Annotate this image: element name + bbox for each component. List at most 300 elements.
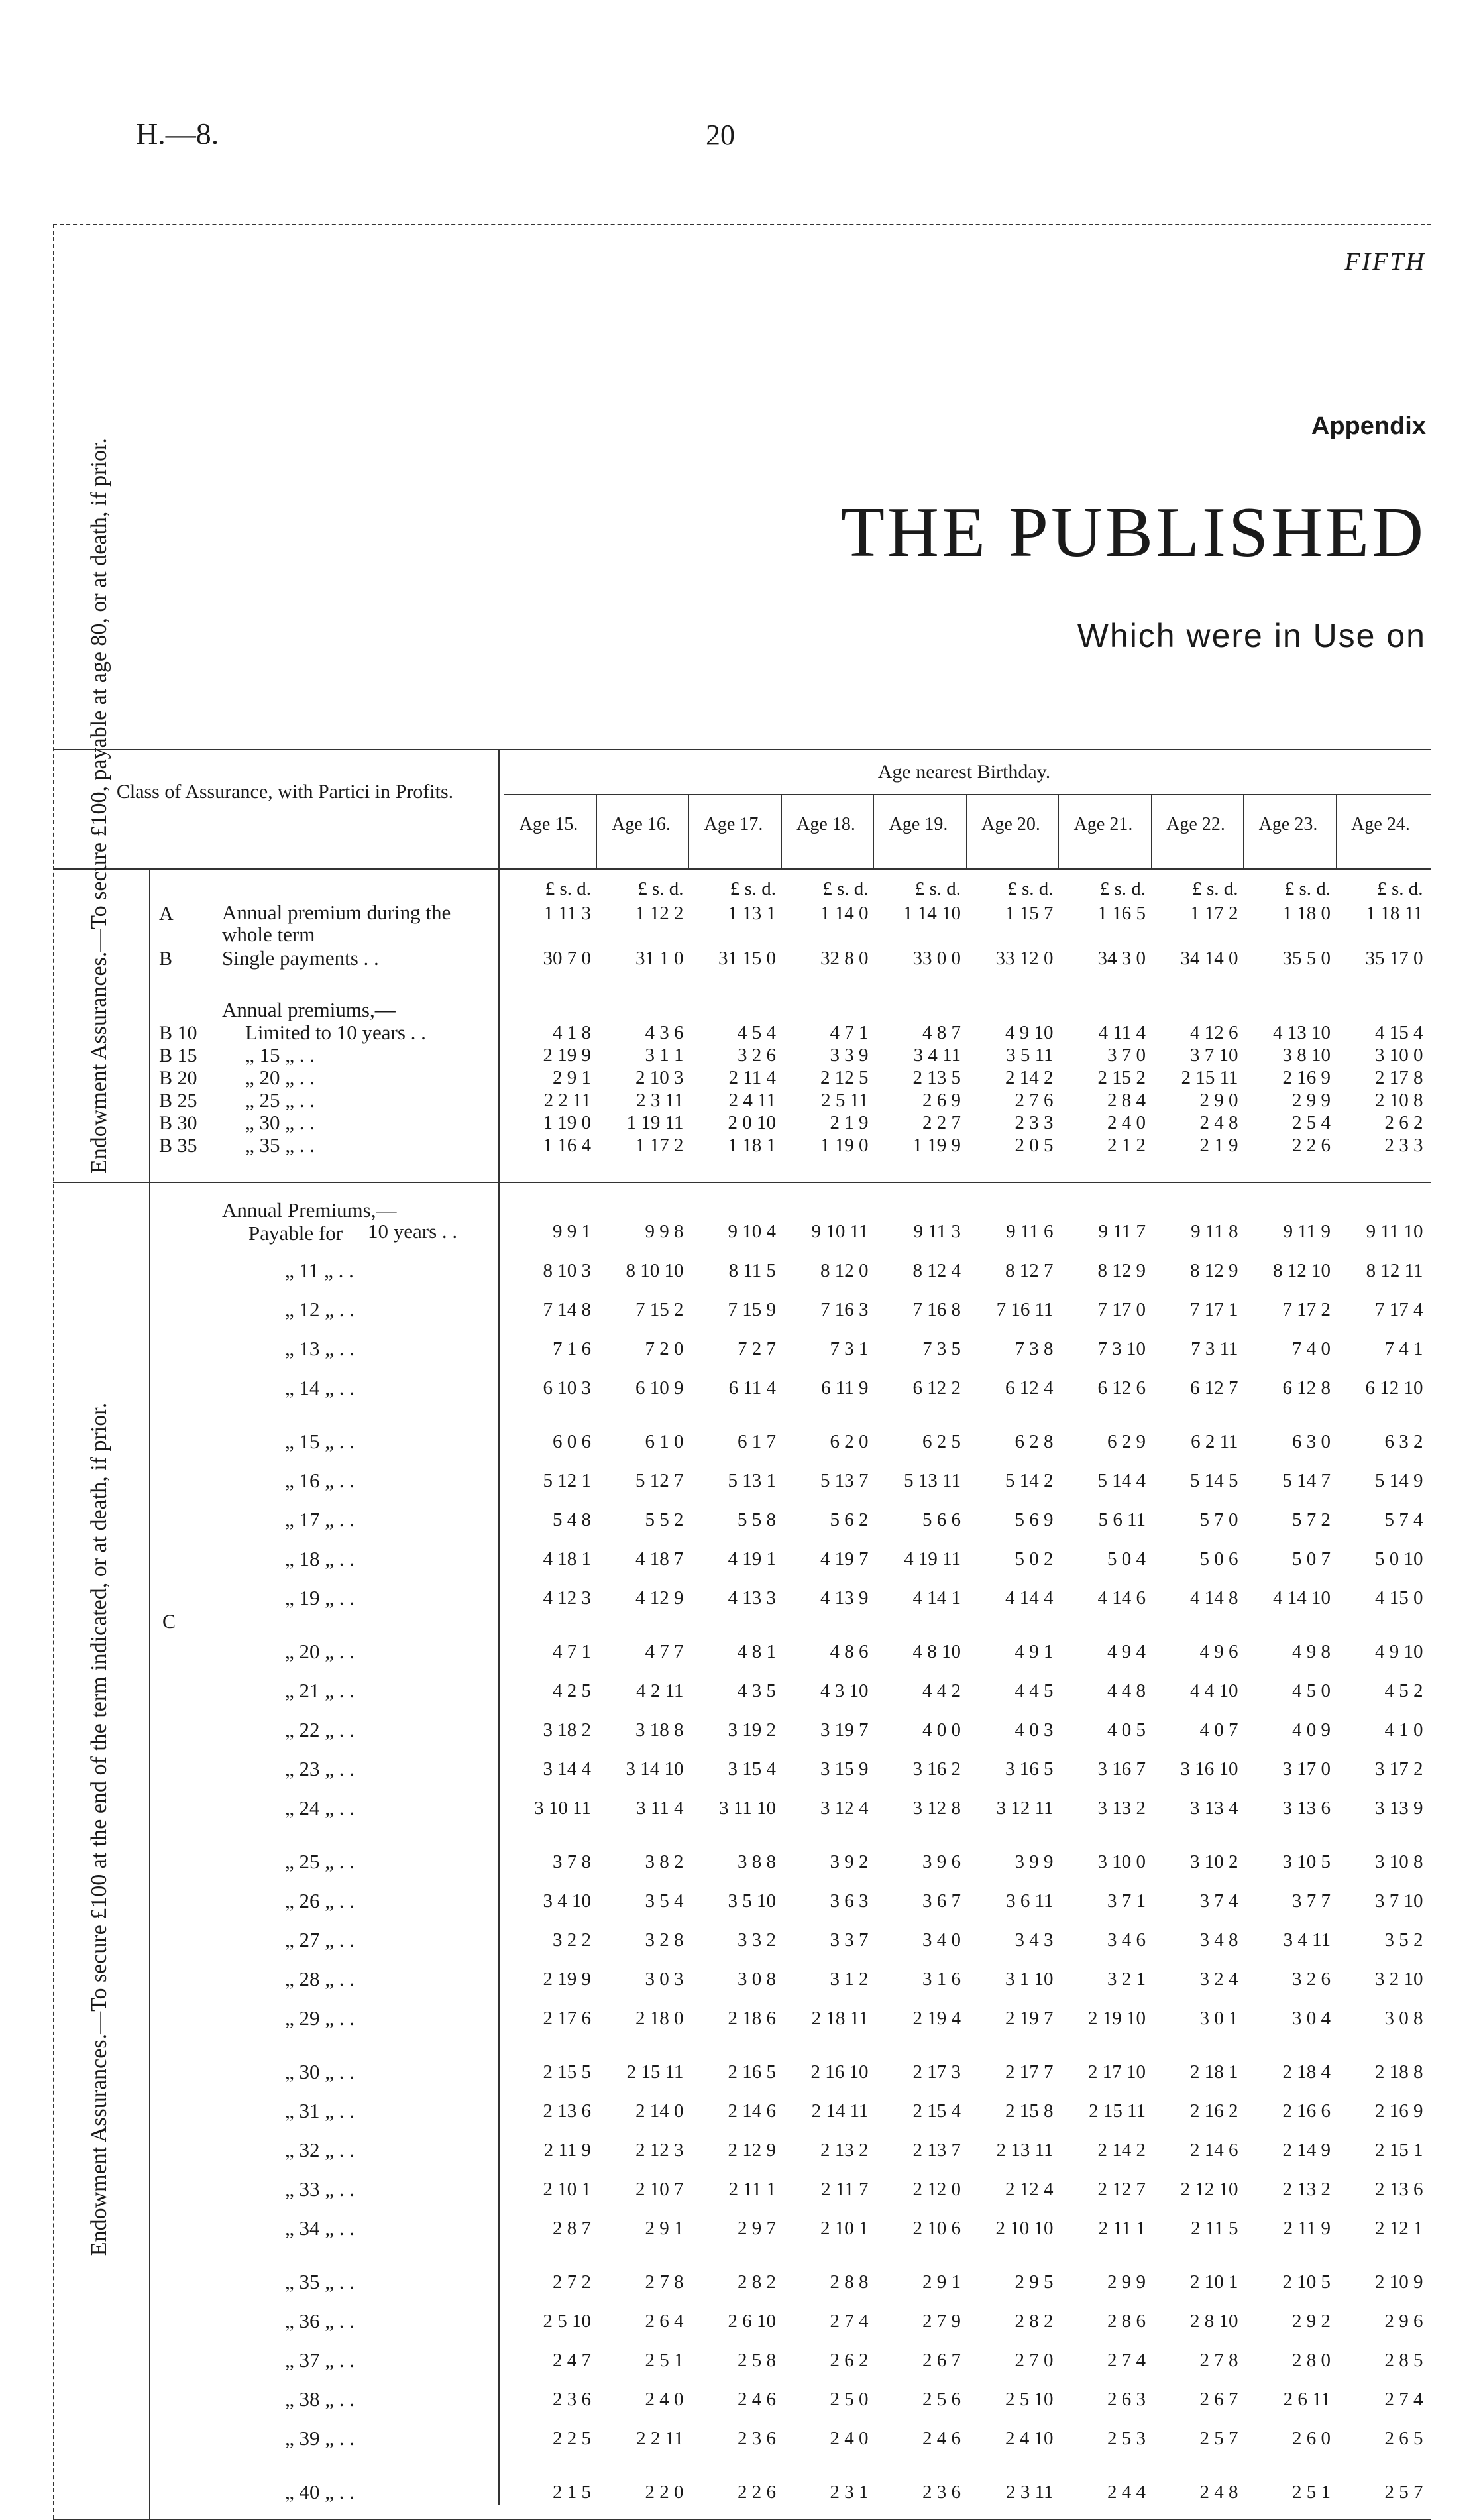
section2-cell: 4 18 7 xyxy=(635,1548,684,1570)
section2-cell: 7 17 4 xyxy=(1375,1299,1423,1320)
section2-cell: 2 7 8 xyxy=(645,2271,684,2293)
section2-cell: 7 2 7 xyxy=(738,1338,776,1359)
header-bottom-rule xyxy=(53,868,1431,870)
section2-cell: 2 5 1 xyxy=(645,2350,684,2371)
section1-cell: 3 2 6 xyxy=(738,1045,776,1066)
section1-cell: 3 3 9 xyxy=(830,1045,869,1066)
section2-cell: 2 10 5 xyxy=(1282,2271,1331,2293)
section1-cell: 2 2 11 xyxy=(543,1090,591,1111)
section2-cell: 3 4 3 xyxy=(1014,1929,1054,1951)
section1-code: B 10 xyxy=(159,1022,197,1044)
section2-cell: 2 4 4 xyxy=(1107,2482,1146,2503)
section2-cell: 2 8 2 xyxy=(1014,2311,1054,2332)
section2-cell: 2 10 10 xyxy=(995,2218,1054,2239)
section2-cell: 3 7 10 xyxy=(1375,1890,1423,1912)
section1-cell: 4 9 10 xyxy=(1005,1022,1054,1043)
section2-row-label: „ 36 „ . . xyxy=(285,2309,355,2332)
section2-cell: 6 10 9 xyxy=(635,1377,684,1399)
section2-cell: 2 6 11 xyxy=(1283,2389,1331,2410)
section1-cell: 1 13 1 xyxy=(728,903,776,924)
section2-cell: 6 2 9 xyxy=(1107,1431,1146,1452)
section2-cell: 6 12 6 xyxy=(1097,1377,1146,1399)
age-header-3: Age 18. xyxy=(796,814,855,834)
section2-code: C xyxy=(162,1611,176,1632)
section2-row-label: „ 28 „ . . xyxy=(285,1967,355,1990)
section1-cell: 4 11 4 xyxy=(1098,1022,1146,1043)
section1-cell: 1 19 0 xyxy=(543,1112,591,1133)
section1-cell: 2 10 8 xyxy=(1375,1090,1423,1111)
section2-cell: 2 5 10 xyxy=(543,2311,591,2332)
section2-cell: 9 11 9 xyxy=(1283,1221,1331,1242)
section2-cell: 2 13 2 xyxy=(1282,2179,1331,2200)
section1-cell: 4 7 1 xyxy=(830,1022,869,1043)
section2-row-label: „ 29 „ . . xyxy=(285,2006,355,2030)
section2-cell: 6 3 2 xyxy=(1384,1431,1423,1452)
section1-cell: 2 3 3 xyxy=(1014,1112,1054,1133)
section1-cell: 2 12 5 xyxy=(820,1067,869,1088)
section-divider-rule xyxy=(53,1182,1431,1183)
section2-cell: 2 9 2 xyxy=(1292,2311,1331,2332)
section2-cell: 2 6 2 xyxy=(830,2350,869,2371)
section2-cell: 2 18 0 xyxy=(635,2008,684,2029)
section2-cell: 2 10 1 xyxy=(1190,2271,1238,2293)
currency-header: £ s. d. xyxy=(1284,878,1331,899)
section2-cell: 6 12 7 xyxy=(1190,1377,1238,1399)
section2-cell: 7 4 0 xyxy=(1292,1338,1331,1359)
section2-cell: 6 12 2 xyxy=(912,1377,961,1399)
section2-cell: 2 12 7 xyxy=(1097,2179,1146,2200)
age-header-6: Age 21. xyxy=(1073,814,1133,834)
section2-cell: 2 9 6 xyxy=(1384,2311,1423,2332)
section1-cell: 1 19 9 xyxy=(912,1135,961,1156)
section2-cell: 5 6 11 xyxy=(1098,1509,1146,1530)
section2-cell: 2 7 4 xyxy=(1107,2350,1146,2371)
section2-cell: 3 2 1 xyxy=(1107,1969,1146,1990)
section2-cell: 3 7 7 xyxy=(1292,1890,1331,1912)
section2-cell: 2 3 11 xyxy=(1006,2482,1054,2503)
section1-cell: 30 7 0 xyxy=(543,948,591,969)
section2-cell: 3 7 8 xyxy=(553,1851,591,1872)
section2-cell: 5 6 9 xyxy=(1014,1509,1054,1530)
section2-cell: 6 2 8 xyxy=(1014,1431,1054,1452)
section1-cell: 2 11 4 xyxy=(728,1067,776,1088)
section2-cell: 9 11 3 xyxy=(913,1221,961,1242)
section2-cell: 2 12 4 xyxy=(1005,2179,1054,2200)
section2-cell: 2 17 7 xyxy=(1005,2061,1054,2083)
section1-cell: 4 13 10 xyxy=(1273,1022,1331,1043)
age-header-2: Age 17. xyxy=(704,814,763,834)
section2-cell: 7 14 8 xyxy=(543,1299,591,1320)
section1-code: B 15 xyxy=(159,1045,197,1066)
table-top-rule xyxy=(53,749,1431,750)
section1-cell: 2 8 4 xyxy=(1107,1090,1146,1111)
section2-cell: 2 18 11 xyxy=(811,2008,869,2029)
section2-cell: 2 16 5 xyxy=(728,2061,776,2083)
section2-cell: 2 6 7 xyxy=(922,2350,961,2371)
section2-row-label: „ 39 „ . . xyxy=(285,2427,355,2450)
section2-row-label: „ 40 „ . . xyxy=(285,2480,355,2503)
title-appendix: Appendix xyxy=(1311,412,1426,440)
section2-cell: 4 14 8 xyxy=(1190,1587,1238,1609)
section2-cell: 2 9 1 xyxy=(645,2218,684,2239)
section1-row-label: „ 15 „ . . xyxy=(245,1043,315,1066)
section1-cell: 1 18 0 xyxy=(1282,903,1331,924)
section2-cell: 2 11 7 xyxy=(821,2179,869,2200)
section2-cell: 3 0 8 xyxy=(1384,2008,1423,2029)
section2-cell: 2 16 6 xyxy=(1282,2100,1331,2122)
section2-cell: 2 11 1 xyxy=(1098,2218,1146,2239)
section1-cell: 2 0 5 xyxy=(1014,1135,1054,1156)
section2-cell: 2 15 1 xyxy=(1375,2140,1423,2161)
section2-cell: 2 3 6 xyxy=(922,2482,961,2503)
section2-cell: 5 14 4 xyxy=(1097,1470,1146,1491)
section2-row-label: „ 25 „ . . xyxy=(285,1850,355,1873)
age-subrule xyxy=(504,794,1431,795)
section2-cell: 7 17 0 xyxy=(1097,1299,1146,1320)
section2-cell: 7 3 5 xyxy=(922,1338,961,1359)
section2-cell: 2 4 7 xyxy=(553,2350,591,2371)
section2-cell: 2 16 9 xyxy=(1375,2100,1423,2122)
section2-cell: 3 16 5 xyxy=(1005,1758,1054,1780)
section2-row-label: „ 19 „ . . xyxy=(285,1586,355,1609)
section2-cell: 2 1 5 xyxy=(553,2482,591,2503)
section1-cell: 2 5 4 xyxy=(1292,1112,1331,1133)
section2-cell: 3 16 10 xyxy=(1180,1758,1238,1780)
section2-cell: 5 13 1 xyxy=(728,1470,776,1491)
section2-cell: 5 5 8 xyxy=(738,1509,776,1530)
section1-cell: 2 3 11 xyxy=(636,1090,684,1111)
section2-cell: 3 3 2 xyxy=(738,1929,776,1951)
section1-cell: 3 5 11 xyxy=(1006,1045,1054,1066)
age-col-divider xyxy=(781,795,782,868)
section2-cell: 2 16 2 xyxy=(1190,2100,1238,2122)
section2-cell: 3 4 8 xyxy=(1199,1929,1238,1951)
section1-cell: 4 8 7 xyxy=(922,1022,961,1043)
section2-cell: 2 5 3 xyxy=(1107,2428,1146,2449)
section2-cell: 7 16 8 xyxy=(912,1299,961,1320)
section2-cell: 3 8 2 xyxy=(645,1851,684,1872)
section2-cell: 4 0 0 xyxy=(922,1719,961,1741)
section2-cell: 2 9 5 xyxy=(1014,2271,1054,2293)
section2-cell: 3 11 10 xyxy=(719,1798,776,1819)
section2-cell: 5 14 7 xyxy=(1282,1470,1331,1491)
section1-row-label: „ 25 „ . . xyxy=(245,1088,315,1112)
section1-cell: 1 12 2 xyxy=(635,903,684,924)
section2-cell: 7 3 10 xyxy=(1097,1338,1146,1359)
section2-cell: 2 11 1 xyxy=(728,2179,776,2200)
section2-cell: 2 14 11 xyxy=(811,2100,869,2122)
section2-cell: 2 8 6 xyxy=(1107,2311,1146,2332)
section1-cell: 3 4 11 xyxy=(913,1045,961,1066)
section2-cell: 6 12 10 xyxy=(1365,1377,1423,1399)
section1-cell: 2 6 2 xyxy=(1384,1112,1423,1133)
section2-cell: 3 6 7 xyxy=(922,1890,961,1912)
section2-cell: 4 1 0 xyxy=(1384,1719,1423,1741)
section2-cell: 8 12 10 xyxy=(1273,1260,1331,1281)
section2-cell: 4 13 3 xyxy=(728,1587,776,1609)
section2-cell: 2 14 6 xyxy=(1190,2140,1238,2161)
section1-cell: 1 18 11 xyxy=(1366,903,1423,924)
section2-cell: 2 15 4 xyxy=(912,2100,961,2122)
section2-cell: 5 12 7 xyxy=(635,1470,684,1491)
section1-cell: 2 7 6 xyxy=(1014,1090,1054,1111)
section2-cell: 4 12 9 xyxy=(635,1587,684,1609)
section2-cell: 4 14 10 xyxy=(1273,1587,1331,1609)
section2-cell: 3 6 3 xyxy=(830,1890,869,1912)
section1-cell: 1 19 11 xyxy=(626,1112,684,1133)
section2-cell: 4 8 6 xyxy=(830,1641,869,1662)
section2-cell: 6 10 3 xyxy=(543,1377,591,1399)
section2-title-box xyxy=(27,1193,172,2492)
section2-cell: 8 12 9 xyxy=(1097,1260,1146,1281)
age-header-4: Age 19. xyxy=(889,814,948,834)
section2-cell: 3 1 2 xyxy=(830,1969,869,1990)
currency-header: £ s. d. xyxy=(1099,878,1146,899)
section2-cell: 4 13 9 xyxy=(820,1587,869,1609)
section2-cell: 3 2 10 xyxy=(1375,1969,1423,1990)
section2-cell: 3 13 2 xyxy=(1097,1798,1146,1819)
section2-cell: 4 0 9 xyxy=(1292,1719,1331,1741)
section1-cell: 1 11 3 xyxy=(543,903,591,924)
section1-cell: 4 3 6 xyxy=(645,1022,684,1043)
section2-cell: 4 7 1 xyxy=(553,1641,591,1662)
section2-cell: 4 4 5 xyxy=(1014,1680,1054,1701)
section2-cell: 3 0 4 xyxy=(1292,2008,1331,2029)
section2-cell: 3 3 7 xyxy=(830,1929,869,1951)
section1-cell: 2 2 7 xyxy=(922,1112,961,1133)
class-header: Class of Assurance, with Partici in Profits. xyxy=(116,781,454,803)
section2-cell: 6 1 7 xyxy=(738,1431,776,1452)
section2-cell: 9 10 4 xyxy=(728,1221,776,1242)
section2-cell: 2 4 0 xyxy=(645,2389,684,2410)
section1-cell: 1 15 7 xyxy=(1005,903,1054,924)
section1-cell: 3 8 10 xyxy=(1282,1045,1331,1066)
section1-cell: 2 1 9 xyxy=(830,1112,869,1133)
section1-cell: 2 1 9 xyxy=(1199,1135,1238,1156)
age-col-divider xyxy=(1058,795,1059,868)
section2-row-label: „ 27 „ . . xyxy=(285,1928,355,1951)
section1-cell: 2 17 8 xyxy=(1375,1067,1423,1088)
section1-code: B 30 xyxy=(159,1112,197,1134)
section2-cell: 2 17 6 xyxy=(543,2008,591,2029)
section2-cell: 4 5 2 xyxy=(1384,1680,1423,1701)
section1-cell: 35 5 0 xyxy=(1282,948,1331,969)
section2-cell: 2 3 6 xyxy=(553,2389,591,2410)
age-col-divider xyxy=(1151,795,1152,868)
section2-cell: 4 2 5 xyxy=(553,1680,591,1701)
section2-cell: 5 14 2 xyxy=(1005,1470,1054,1491)
series-code: H.—8. xyxy=(136,117,219,150)
section2-cell: 4 9 10 xyxy=(1375,1641,1423,1662)
section2-cell: 2 4 6 xyxy=(738,2389,776,2410)
section1-cell: 3 7 10 xyxy=(1190,1045,1238,1066)
section1-cell: 4 12 6 xyxy=(1190,1022,1238,1043)
section2-cell: 7 15 2 xyxy=(635,1299,684,1320)
section2-cell: 3 5 2 xyxy=(1384,1929,1423,1951)
currency-header: £ s. d. xyxy=(1377,878,1423,899)
age-col-divider xyxy=(596,795,597,868)
section2-cell: 2 12 1 xyxy=(1375,2218,1423,2239)
section2-cell: 3 0 1 xyxy=(1199,2008,1238,2029)
section2-cell: 3 16 2 xyxy=(912,1758,961,1780)
section2-cell: 4 5 0 xyxy=(1292,1680,1331,1701)
section1-cell: 34 3 0 xyxy=(1097,948,1146,969)
section2-cell: 4 4 2 xyxy=(922,1680,961,1701)
age-header: Age nearest Birthday. xyxy=(877,761,1051,783)
section1-cell: 3 7 0 xyxy=(1107,1045,1146,1066)
section2-cell: 2 13 11 xyxy=(996,2140,1054,2161)
section2-cell: 4 9 8 xyxy=(1292,1641,1331,1662)
section2-cell: 7 2 0 xyxy=(645,1338,684,1359)
section2-heading2: Payable for xyxy=(248,1222,343,1245)
top-rule xyxy=(53,224,1431,225)
section2-cell: 2 17 3 xyxy=(912,2061,961,2083)
section2-cell: 2 19 7 xyxy=(1005,2008,1054,2029)
section2-row-label: „ 24 „ . . xyxy=(285,1796,355,1819)
section2-cell: 3 10 2 xyxy=(1190,1851,1238,1872)
section2-cell: 2 10 6 xyxy=(912,2218,961,2239)
section2-row-label: „ 18 „ . . xyxy=(285,1547,355,1570)
section2-row-label: „ 26 „ . . xyxy=(285,1889,355,1912)
age-col-divider xyxy=(966,795,967,868)
section2-cell: 6 3 0 xyxy=(1292,1431,1331,1452)
section2-row-label: „ 13 „ . . xyxy=(285,1337,355,1360)
section2-cell: 2 2 0 xyxy=(645,2482,684,2503)
section2-cell: 2 4 8 xyxy=(1199,2482,1238,2503)
section2-cell: 2 2 11 xyxy=(636,2428,684,2449)
section1-row-label: „ 30 „ . . xyxy=(245,1111,315,1134)
section2-row-label: „ 31 „ . . xyxy=(285,2099,355,2122)
section2-cell: 4 14 6 xyxy=(1097,1587,1146,1609)
section1-cell: 2 9 0 xyxy=(1199,1090,1238,1111)
code-divider xyxy=(149,868,150,2519)
section2-cell: 8 10 3 xyxy=(543,1260,591,1281)
section2-cell: 2 19 10 xyxy=(1088,2008,1146,2029)
title-fifth: FIFTH xyxy=(1344,248,1426,276)
currency-header: £ s. d. xyxy=(914,878,961,899)
section2-cell: 3 18 2 xyxy=(543,1719,591,1741)
section2-cell: 2 18 1 xyxy=(1190,2061,1238,2083)
section2-cell: 3 18 8 xyxy=(635,1719,684,1741)
section2-cell: 5 7 4 xyxy=(1384,1509,1423,1530)
section2-cell: 2 8 7 xyxy=(553,2218,591,2239)
section2-cell: 8 10 10 xyxy=(626,1260,684,1281)
section2-cell: 3 13 6 xyxy=(1282,1798,1331,1819)
section2-row-label: „ 12 „ . . xyxy=(285,1298,355,1321)
section2-cell: 3 7 1 xyxy=(1107,1890,1146,1912)
section2-cell: 2 16 10 xyxy=(810,2061,869,2083)
section2-cell: 3 9 6 xyxy=(922,1851,961,1872)
section2-cell: 2 7 4 xyxy=(1384,2389,1423,2410)
left-border xyxy=(53,224,54,2519)
section2-cell: 7 1 6 xyxy=(553,1338,591,1359)
section2-cell: 9 10 11 xyxy=(811,1221,869,1242)
section2-cell: 6 11 9 xyxy=(821,1377,869,1399)
currency-header: £ s. d. xyxy=(1192,878,1238,899)
section2-cell: 2 14 2 xyxy=(1097,2140,1146,2161)
section2-cell: 3 19 7 xyxy=(820,1719,869,1741)
section2-cell: 3 9 2 xyxy=(830,1851,869,1872)
section2-cell: 2 13 6 xyxy=(1375,2179,1423,2200)
age-col-divider xyxy=(688,795,689,868)
section2-row-label: „ 15 „ . . xyxy=(285,1430,355,1453)
section2-cell: 4 4 8 xyxy=(1107,1680,1146,1701)
section2-cell: 2 18 6 xyxy=(728,2008,776,2029)
section1-row-label: Limited to 10 years . . xyxy=(245,1021,426,1044)
section1-cell: 2 10 3 xyxy=(635,1067,684,1088)
section2-cell: 5 6 2 xyxy=(830,1509,869,1530)
section1-cell: 33 0 0 xyxy=(912,948,961,969)
section2-cell: 2 10 1 xyxy=(543,2179,591,2200)
section2-cell: 2 14 6 xyxy=(728,2100,776,2122)
class-divider xyxy=(498,749,500,2505)
age-col-divider xyxy=(1336,795,1337,868)
section1-cell: 2 6 9 xyxy=(922,1090,961,1111)
section2-cell: 4 19 11 xyxy=(904,1548,961,1570)
section2-cell: 2 8 2 xyxy=(738,2271,776,2293)
section1-cell: 1 19 0 xyxy=(820,1135,869,1156)
section2-cell: 5 12 1 xyxy=(543,1470,591,1491)
section2-cell: 2 10 9 xyxy=(1375,2271,1423,2293)
section2-cell: 2 12 9 xyxy=(728,2140,776,2161)
section1-title: Endowment Assurances.—To secure £100, payable at age 80, or at death, if prior. xyxy=(87,438,111,1173)
section2-row-label: „ 22 „ . . xyxy=(285,1718,355,1741)
section2-cell: 7 17 2 xyxy=(1282,1299,1331,1320)
section2-cell: 9 9 1 xyxy=(553,1221,591,1242)
section2-cell: 2 18 8 xyxy=(1375,2061,1423,2083)
section2-cell: 5 5 2 xyxy=(645,1509,684,1530)
section1-cell: 1 14 0 xyxy=(820,903,869,924)
title-sub: Which were in Use on xyxy=(1077,617,1426,654)
section1-cell: 2 4 0 xyxy=(1107,1112,1146,1133)
section1-cell: 2 2 6 xyxy=(1292,1135,1331,1156)
section2-cell: 5 7 2 xyxy=(1292,1509,1331,1530)
section2-cell: 2 11 9 xyxy=(543,2140,591,2161)
section2-cell: 2 6 0 xyxy=(1292,2428,1331,2449)
section2-row-label: „ 30 „ . . xyxy=(285,2060,355,2083)
section2-cell: 8 12 9 xyxy=(1190,1260,1238,1281)
section1-code: B 20 xyxy=(159,1067,197,1089)
section2-cell: 2 11 9 xyxy=(1283,2218,1331,2239)
section2-cell: 9 11 6 xyxy=(1006,1221,1054,1242)
section2-cell: 3 2 6 xyxy=(1292,1969,1331,1990)
section2-cell: 3 17 2 xyxy=(1375,1758,1423,1780)
section2-cell: 4 15 0 xyxy=(1375,1587,1423,1609)
section2-cell: 8 11 5 xyxy=(728,1260,776,1281)
currency-header: £ s. d. xyxy=(637,878,684,899)
section2-cell: 2 18 4 xyxy=(1282,2061,1331,2083)
section2-cell: 2 10 7 xyxy=(635,2179,684,2200)
section2-cell: 6 2 0 xyxy=(830,1431,869,1452)
section2-cell: 2 5 7 xyxy=(1384,2482,1423,2503)
section2-cell: 9 9 8 xyxy=(645,1221,684,1242)
section1-cell: 2 14 2 xyxy=(1005,1067,1054,1088)
section2-cell: 2 3 6 xyxy=(738,2428,776,2449)
section2-cell: 4 0 3 xyxy=(1014,1719,1054,1741)
section1-cell: 2 9 9 xyxy=(1292,1090,1331,1111)
age-col-divider xyxy=(1243,795,1244,868)
section2-cell: 6 2 11 xyxy=(1191,1431,1238,1452)
title-main: THE PUBLISHED xyxy=(841,493,1426,572)
section2-cell: 3 19 2 xyxy=(728,1719,776,1741)
section2-cell: 2 17 10 xyxy=(1088,2061,1146,2083)
section2-cell: 5 0 4 xyxy=(1107,1548,1146,1570)
section2-cell: 6 12 8 xyxy=(1282,1377,1331,1399)
section2-cell: 4 3 5 xyxy=(738,1680,776,1701)
section2-cell: 2 10 1 xyxy=(820,2218,869,2239)
section2-cell: 5 0 2 xyxy=(1014,1548,1054,1570)
section2-cell: 2 15 5 xyxy=(543,2061,591,2083)
